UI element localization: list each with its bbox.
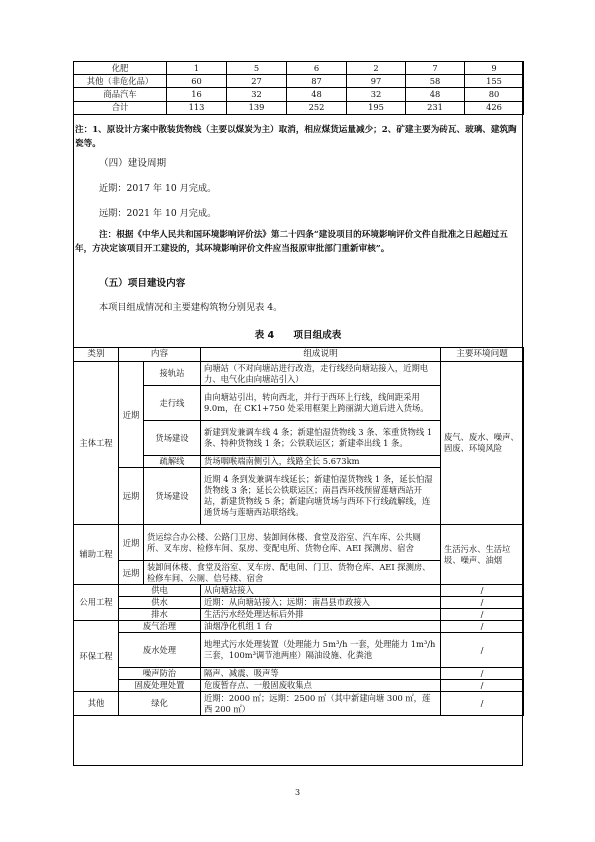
freight-cell: 426: [465, 101, 524, 114]
aux-far-label: 远期: [119, 561, 144, 585]
freight-cell: 155: [465, 75, 524, 88]
freight-row: [74, 101, 524, 114]
item-description: 隔声、减震、吸声等: [201, 668, 441, 680]
freight-cell: 231: [406, 101, 465, 114]
near-term-completion: 近期：2017 年 10 月完成。: [99, 183, 217, 194]
freight-cell: 16: [167, 88, 227, 101]
freight-cell: 58: [406, 75, 465, 88]
freight-row: [74, 88, 524, 101]
freight-cell: 113: [167, 101, 227, 114]
env-issue: /: [441, 633, 524, 668]
item-label: 排水: [119, 609, 201, 621]
freight-cell: 80: [465, 88, 524, 101]
freight-cell: 7: [406, 62, 465, 75]
item-label: 货场建设: [144, 421, 201, 456]
item-description: 近期 4 条到发兼调车线延长；新建怕湿货物线 1 条，延长怕湿货物线 3 条；延长公铁联运区；南昌西环线预留莲塘西站开站，新建货物线 5 条；新建向塘货场与西环下行线疏解线，连通货场与莲塘西站联络线。: [201, 468, 441, 525]
note-eia-law: 注：根据《中华人民共和国环境影响评价法》第二十四条“建设项目的环境影响评价文件自批准之日起超过五年，方决定该项目开工建设的，其环境影响评价文件应当报原审批部门重新审核”。: [75, 230, 508, 254]
aux-near-label: 近期: [119, 525, 144, 561]
main-near-label: 近期: [119, 362, 144, 468]
item-label: 废水处理: [119, 633, 201, 668]
item-label: 固废处理处置: [119, 680, 201, 692]
page-number: 3: [294, 788, 301, 797]
env-issues-aux: 生活污水、生活垃圾、噪声、油烟: [441, 525, 524, 585]
freight-cell: 139: [227, 101, 287, 114]
note-freight: 注：1、原设计方案中散装货物线（主要以煤炭为主）取消，相应煤货运量减少；2、矿建主要为砖瓦、玻璃、建筑陶瓷等。: [75, 125, 517, 149]
freight-row: [74, 75, 524, 88]
item-description: 危废暂存点、一般固废收集点: [201, 680, 441, 692]
freight-row-label: 合计: [74, 101, 167, 114]
env-issue: /: [441, 692, 524, 716]
category-other: 其他: [74, 692, 119, 716]
item-label: 疏解线: [144, 456, 201, 468]
item-label: 噪声防治: [119, 668, 201, 680]
freight-cell: 48: [287, 88, 347, 101]
item-label: 绿化: [119, 692, 201, 716]
category-public: 公用工程: [74, 585, 119, 621]
long-term-completion: 远期：2021 年 10 月完成。: [99, 208, 217, 219]
freight-cell: 27: [227, 75, 287, 88]
freight-row-label: 化肥: [74, 62, 167, 75]
item-label: 供水: [119, 597, 201, 609]
freight-cell: 32: [347, 88, 406, 101]
category-env-eng: 环保工程: [74, 621, 119, 692]
item-label: 接轨站: [144, 362, 201, 386]
env-issue: /: [441, 680, 524, 692]
freight-cell: 6: [287, 62, 347, 75]
item-description: 新建到发兼调车线 4 条；新建怕湿货物线 3 条、笨重货物线 1 条、特种货物线 1 条；公铁联运区；新建牵出线 1 条。: [201, 421, 441, 456]
env-issue: /: [441, 621, 524, 633]
env-issue: /: [441, 597, 524, 609]
freight-cell: 195: [347, 101, 406, 114]
table-4-title: 表 4 项目组成表: [254, 330, 342, 341]
aux-far-description: 装卸间休楼、食堂及浴室、叉车房、配电间、门卫、货物仓库、AEI 探测房、检修车间、公厕、信号楼、宿舍: [144, 561, 441, 585]
aux-near-description: 货运综合办公楼、公路门卫房、装卸间休楼、食堂及浴室、汽车库、公共厕所、叉车房、检修车间、泵房、变配电所、货物仓库、AEI 探测房、宿舍: [144, 525, 441, 561]
item-description: 油烟净化机组 1 台: [201, 621, 441, 633]
item-description: 向塘站（不对向塘站进行改造，走行线经向塘站接入，近期电力、电气化由向塘站引入）: [201, 362, 441, 386]
freight-cell: 32: [227, 88, 287, 101]
item-label: 走行线: [144, 386, 201, 421]
item-label: 废气治理: [119, 621, 201, 633]
header-description: 组成说明: [201, 348, 441, 362]
freight-row-label: 商品汽车: [74, 88, 167, 101]
env-issue: /: [441, 668, 524, 680]
env-issue: /: [441, 609, 524, 621]
item-description: 从向塘站接入: [201, 585, 441, 597]
item-description: 生活污水经处理达标后外排: [201, 609, 441, 621]
freight-row: [74, 62, 524, 75]
freight-row-label: 其他（非危化品）: [74, 75, 167, 88]
main-far-label: 远期: [119, 468, 144, 525]
item-description: 地埋式污水处理装置（处理能力 5m³/h 一套，处理能力 1m³/h 三套，100m³调节池两座）隔油设施、化粪池: [201, 633, 441, 668]
freight-cell: 2: [347, 62, 406, 75]
item-label: 货场建设: [144, 468, 201, 525]
item-description: 近期：2000 ㎡；远期：2500 ㎡（其中新建向塘 300 ㎡，莲西 200 ㎡）: [201, 692, 441, 716]
section-5-title: （五）项目建设内容: [99, 278, 186, 289]
item-description: 货场咽喉端南侧引入，线路全长 5.673km: [201, 456, 441, 468]
category-main: 主体工程: [74, 362, 119, 525]
freight-cell: 97: [347, 75, 406, 88]
project-composition-table: [73, 347, 524, 716]
item-label: 供电: [119, 585, 201, 597]
item-description: 近期：从向塘站接入；远期：南昌县市政接入: [201, 597, 441, 609]
header-content: 内容: [119, 348, 201, 362]
category-aux: 辅助工程: [74, 525, 119, 585]
freight-cell: 5: [227, 62, 287, 75]
freight-cell: 9: [465, 62, 524, 75]
header-category: 类别: [74, 348, 119, 362]
freight-cell: 1: [167, 62, 227, 75]
header-env-issues: 主要环境问题: [441, 348, 524, 362]
section-5-paragraph: 本项目组成情况和主要建构筑物分别见表 4。: [99, 302, 283, 313]
freight-cell: 252: [287, 101, 347, 114]
freight-volume-table: [73, 61, 524, 115]
section-4-title: （四）建设周期: [99, 158, 167, 169]
env-issue: /: [441, 585, 524, 597]
freight-cell: 87: [287, 75, 347, 88]
freight-cell: 48: [406, 88, 465, 101]
item-description: 由向塘站引出，转向西北，并行于西环上行线，线间距采用 9.0m，在 CK1+750 处采用框架上跨丽湖大道后进入货场。: [201, 386, 441, 421]
env-issues-main: 废气、废水、噪声、固废、环境风险: [441, 362, 524, 525]
freight-cell: 60: [167, 75, 227, 88]
